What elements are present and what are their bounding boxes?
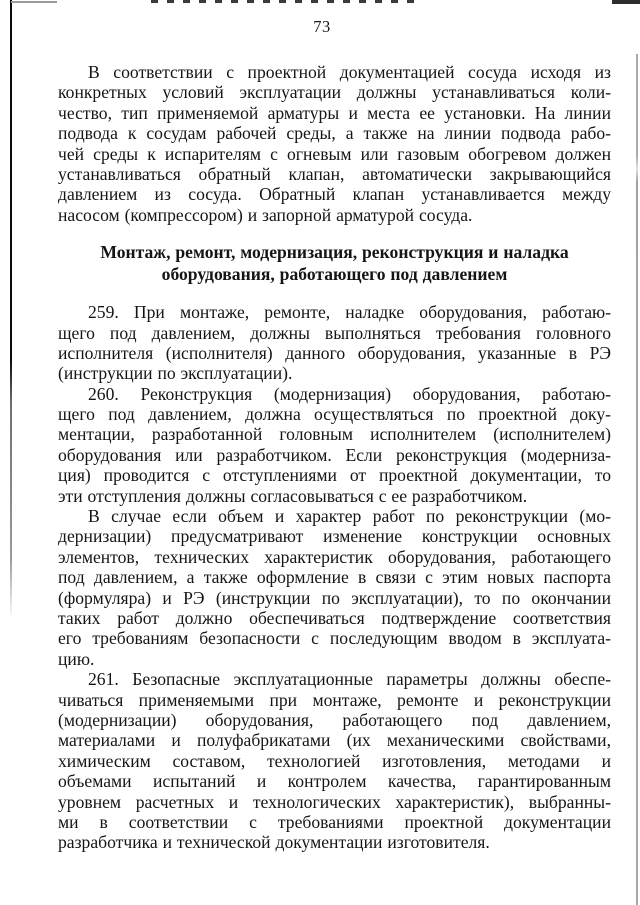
text-line: материалами и полуфабрикатами (их механическими свойствами, (58, 730, 611, 751)
text-line: ция) проводится с отступлениями от проектной документации, то (58, 465, 611, 486)
text-line: чей среды к испарителям с огневым или газовым обогревом должен (58, 143, 611, 164)
text-line: (инструкции по эксплуатации). (58, 363, 293, 384)
text-line: В соответствии с проектной документацией сосуда исходя из (88, 62, 611, 82)
text-line: (формуляра) и РЭ (инструкции по эксплуатации), то по окончании (58, 587, 611, 608)
text-line: ми в соответствии с требованиями проектной документации (58, 811, 611, 832)
text-line: его требованиям безопасности с последующим вводом в эксплуата- (58, 628, 611, 649)
text-line: ментации, разработанной головным исполнителем (исполнителем) (58, 424, 611, 445)
text-line: устанавливаться обратный клапан, автоматически закрывающийся (58, 163, 611, 184)
text-line: Монтаж, ремонт, модернизация, реконструкция и наладка (100, 242, 569, 263)
text-line: насосом (компрессором) и запорной арматурой сосуда. (58, 204, 473, 225)
paragraph (58, 302, 611, 384)
text-line: подвода к сосудам рабочей среды, а также на линии подвода рабо- (58, 123, 611, 144)
text-line: под давлением, а также оформление в связи с этим новых паспорта (58, 567, 611, 588)
paragraph (58, 669, 611, 853)
text-line: таких работ должно обеспечиваться подтверждение соответствия (58, 607, 611, 628)
text-line: (модернизации) оборудования, работающего под давлением, (58, 709, 611, 730)
text-line: оборудования, работающего под давлением (161, 264, 508, 285)
text-line: объемами испытаний и контролем качества, гарантированным (58, 771, 611, 792)
text-line: дернизации) предусматривают изменение конструкции основных (58, 526, 611, 547)
text-line: чество, тип применяемой арматуры и места ее установки. На линии (58, 102, 611, 123)
paragraph (58, 506, 611, 669)
text-line: чиваться применяемыми при монтаже, ремонте и реконструкции (58, 689, 611, 710)
text-line: 261. Безопасные эксплуатационные параметры должны обеспе- (88, 669, 611, 690)
text-line: оборудования или разработчиком. Если реконструкция (модерниза- (58, 444, 611, 465)
text-line: давлением из сосуда. Обратный клапан устанавливается между (58, 184, 611, 205)
scan-top-dashed-marks (151, 0, 419, 3)
text-line: уровнем расчетных и технологических характеристик), выбранны- (58, 791, 611, 812)
text-line: В случае если объем и характер работ по реконструкции (мо- (88, 506, 611, 527)
text-line: эти отступления должны согласовываться с ее разработчиком. (58, 485, 528, 506)
text-line: щего под давлением, должны выполняться требования головного (58, 322, 611, 343)
text-line: элементов, технических характеристик оборудования, работающего (58, 546, 611, 567)
text-line: исполнителя (исполнителя) данного оборудования, указанные в РЭ (58, 342, 611, 363)
paragraph (58, 62, 611, 225)
text-line: 259. При монтаже, ремонте, наладке оборудования, работаю- (88, 302, 611, 323)
text-line: щего под давлением, должна осуществляться по проектной доку- (58, 404, 611, 425)
document-text (58, 62, 611, 853)
scan-top-left-mark (11, 1, 57, 3)
text-line: химическим составом, технологией изготовления, методами и (58, 750, 611, 771)
scan-edge-left-line (10, 0, 12, 620)
section-heading (58, 241, 611, 285)
text-line: 260. Реконструкция (модернизация) оборудования, работаю- (88, 383, 611, 404)
page-number: 73 (313, 17, 331, 36)
text-line: разработчика и технической документации изготовителя. (58, 832, 490, 853)
text-line: конкретных условий эксплуатации должны устанавливаться коли- (58, 82, 611, 103)
scan-top-right-mark (612, 0, 640, 4)
text-line: цию. (58, 648, 95, 669)
paragraph (58, 384, 611, 506)
scan-edge-right-line (636, 54, 638, 905)
